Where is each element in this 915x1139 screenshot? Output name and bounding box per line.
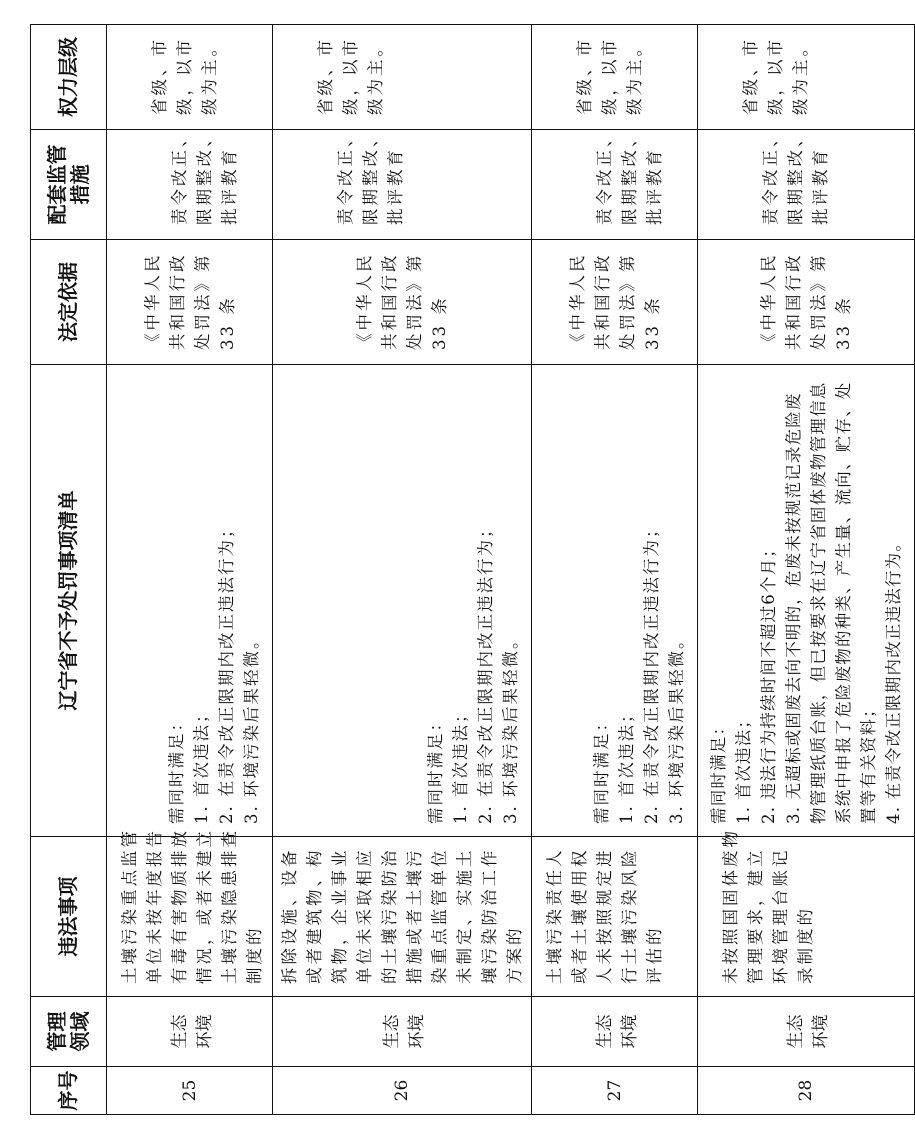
header-measures [31,130,107,240]
table-row [698,25,915,1115]
table-row [107,25,273,1115]
row-level: 省级、市 级，以市 级为主。 [107,25,273,130]
condition-line: 3. 环境污染后果轻微。 [242,630,261,824]
row-seq: 28 [698,1067,915,1115]
row-basis: 《中华人民 共和国行政 处罚法》第 33 条 [107,240,273,365]
row-level: 省级、市 级，以市 级为主。 [273,25,532,130]
condition-line: 2. 在责令改正限期内改正违法行为； [642,519,661,824]
row-conditions [107,365,273,837]
rotated-page [30,25,903,1115]
header-list-title: 辽宁省不予处罚事项清单 [31,365,107,837]
row-domain [273,997,532,1067]
condition-line: 1. 首次违法； [617,704,636,824]
condition-line: 2. 在责令改正限期内改正违法行为； [217,519,236,824]
row-conditions [273,365,532,837]
condition-line: 2. 在责令改正限期内改正违法行为； [476,519,495,824]
row-domain [107,997,273,1067]
row-matter: 土壤污染重点监管 单位未按年度报告 有毒有害物质排放 情况，或者未建立 土壤污染隐患排查 制度的 [107,837,273,997]
row-matter: 土壤污染责任人 或者土壤使用权 人未按照规定进 行土壤污染风险 评估的 [532,837,698,997]
row-conditions [532,365,698,837]
header-basis: 法定依据 [31,240,107,365]
row-measures: 责令改正、 限期整改、 批评教育 [698,130,915,240]
row-domain-label: 生态 环境 [594,1014,640,1049]
row-level: 省级、市 级，以市 级为主。 [532,25,698,130]
table-row [532,25,698,1115]
row-domain-label: 生态 环境 [382,1014,427,1049]
row-domain-label: 生态 环境 [786,1014,831,1049]
header-row [31,25,107,1115]
condition-line: 需同时满足： [426,713,445,824]
row-conditions [698,365,915,837]
row-measures: 责令改正、 限期整改、 批评教育 [107,130,273,240]
condition-line: 3. 无超标或固废去向不明的，危废未按规范记录危险废物管理纸质台账，但已按要求在辽宁省固体废物管理信息系统中申报了危险废物的种类、产生量、流向、贮存、处置等有关资料； [784,381,878,824]
condition-line: 3. 环境污染后果轻微。 [501,630,520,824]
condition-line: 3. 环境污染后果轻微。 [667,630,686,824]
condition-line: 1. 首次违法； [192,704,211,824]
table-row [273,25,532,1115]
row-domain [532,997,698,1067]
row-domain-label: 生态 环境 [169,1014,215,1049]
row-seq: 25 [107,1067,273,1115]
header-seq: 序号 [31,1067,107,1115]
row-measures: 责令改正、 限期整改、 批评教育 [273,130,532,240]
header-domain-label: 管理 领域 [44,1011,92,1052]
row-measures: 责令改正、 限期整改、 批评教育 [532,130,698,240]
header-domain [31,997,107,1067]
row-matter: 未按照国固体废物 管理要求，建立 环境管理台账记 录制度的 [698,837,915,997]
row-matter: 拆除设施、设备 或者建筑物、构 筑物，企业事业 单位未采取相应 的土壤污染防治 措施或者土壤污 染重点监管单位 未制定、实施土 壤污染防治工作 方案的 [273,837,532,997]
condition-line: 1. 首次违法； [451,704,470,824]
row-level: 省级、市 级，以市 级为主。 [698,25,915,130]
row-seq: 27 [532,1067,698,1115]
condition-line: 需同时满足： [709,717,728,824]
row-basis: 《中华人民 共和国行政 处罚法》第 33 条 [273,240,532,365]
condition-line: 2. 违法行为持续时间不超过6个月； [759,539,778,824]
header-matter: 违法事项 [31,837,107,997]
row-seq: 26 [273,1067,532,1115]
row-basis: 《中华人民 共和国行政 处罚法》第 33 条 [532,240,698,365]
condition-line: 需同时满足： [592,713,611,824]
condition-line: 4. 在责令改正限期内改正违法行为。 [884,533,903,824]
condition-line: 1. 首次违法； [734,710,753,824]
penalty-exemption-table [30,24,915,1115]
row-domain [698,997,915,1067]
row-basis: 《中华人民 共和国行政 处罚法》第 33 条 [698,240,915,365]
header-level: 权力层级 [31,25,107,130]
condition-line: 需同时满足： [167,713,186,824]
header-measures-label: 配套监管 措施 [44,144,92,225]
